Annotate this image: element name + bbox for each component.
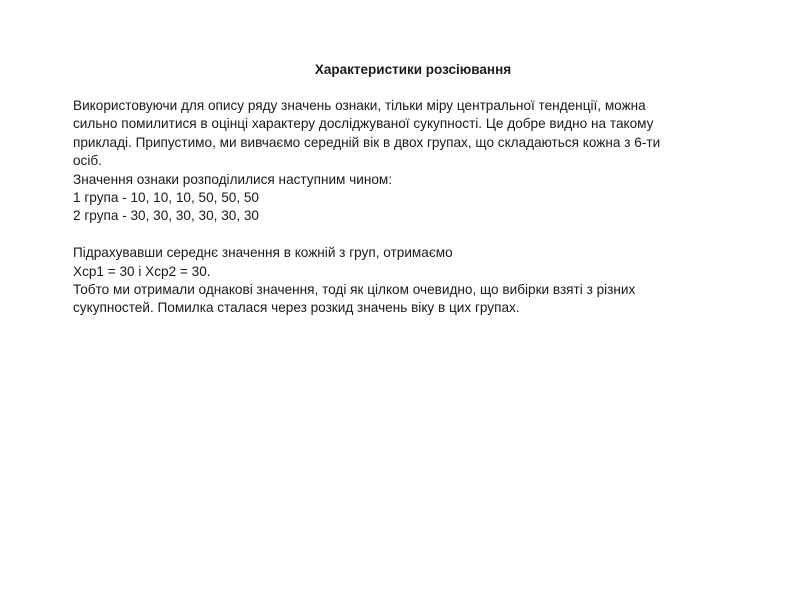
paragraph-line: сильно помилитися в оцінці характеру досліджуваної сукупності. Це добре видно на такому [73, 116, 654, 132]
conclusion-line: сукупностей. Помилка сталася через розкид значень віку в цих групах. [73, 300, 520, 316]
mean-intro: Підрахувавши середнє значення в кожній з груп, отримаємо [73, 245, 453, 261]
paragraph-line: Використовуючи для опису ряду значень ознаки, тільки міру центральної тенденції, можна [73, 98, 646, 113]
group-1-values: 1 група - 10, 10, 10, 50, 50, 50 [73, 190, 259, 206]
mean-values: Xср1 = 30 і Xср2 = 30. [73, 263, 211, 279]
group-2-values: 2 група - 30, 30, 30, 30, 30, 30 [73, 208, 259, 224]
slide-body [73, 97, 753, 318]
distribution-intro: Значення ознаки розподілилися наступним чином: [73, 171, 393, 187]
paragraph-line: прикладі. Припустимо, ми вивчаємо середній вік в двох групах, що складаються кожна з 6-ти [73, 134, 661, 150]
blank-line [73, 226, 753, 244]
slide-title: Характеристики розсіювання [314, 62, 512, 77]
conclusion-line: Тобто ми отримали однакові значення, тоді як цілком очевидно, що вибірки взяті з різних [73, 282, 636, 298]
paragraph-line: осіб. [73, 153, 102, 169]
